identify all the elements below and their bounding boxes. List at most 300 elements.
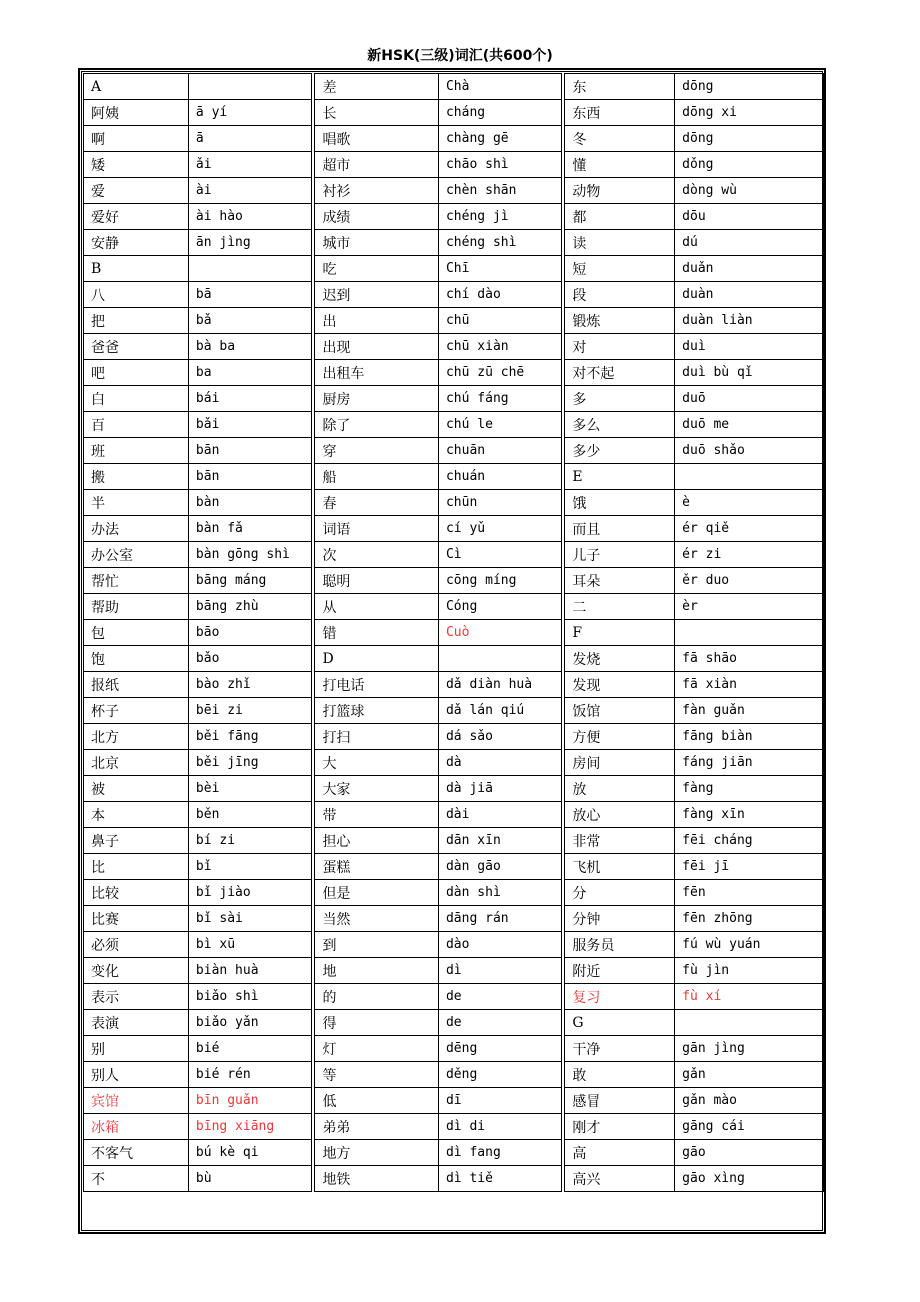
vocab-word: 鼻子 bbox=[84, 828, 189, 854]
vocab-word: 多少 bbox=[565, 438, 675, 464]
table-row bbox=[84, 854, 824, 880]
vocab-word: 等 bbox=[315, 1062, 439, 1088]
table-row bbox=[84, 1010, 824, 1036]
vocab-pinyin: duàn bbox=[675, 282, 824, 308]
table-row bbox=[84, 360, 824, 386]
vocab-pinyin: fáng jiān bbox=[675, 750, 824, 776]
vocab-word: 阿姨 bbox=[84, 100, 189, 126]
vocab-word: 到 bbox=[315, 932, 439, 958]
vocab-word: 比较 bbox=[84, 880, 189, 906]
vocab-word: 都 bbox=[565, 204, 675, 230]
vocab-pinyin: fàng bbox=[675, 776, 824, 802]
vocab-word: D bbox=[315, 646, 439, 672]
vocab-word: 穿 bbox=[315, 438, 439, 464]
vocab-pinyin: dì di bbox=[438, 1114, 561, 1140]
vocab-pinyin: dēng bbox=[438, 1036, 561, 1062]
vocab-pinyin: Chī bbox=[438, 256, 561, 282]
vocab-word: 帮忙 bbox=[84, 568, 189, 594]
vocab-pinyin: bǐ jiào bbox=[188, 880, 312, 906]
vocab-pinyin: bí zi bbox=[188, 828, 312, 854]
vocab-word: 放心 bbox=[565, 802, 675, 828]
page-title: 新HSK(三级)词汇(共600个) bbox=[367, 48, 553, 64]
vocab-pinyin: ài hào bbox=[188, 204, 312, 230]
vocab-word: 干净 bbox=[565, 1036, 675, 1062]
vocab-word: 百 bbox=[84, 412, 189, 438]
vocab-pinyin: dú bbox=[675, 230, 824, 256]
vocab-pinyin: fāng biàn bbox=[675, 724, 824, 750]
vocab-pinyin: fàng xīn bbox=[675, 802, 824, 828]
vocab-pinyin bbox=[675, 620, 824, 646]
vocab-pinyin: dài bbox=[438, 802, 561, 828]
vocab-word: 班 bbox=[84, 438, 189, 464]
vocab-word: 感冒 bbox=[565, 1088, 675, 1114]
vocab-word: 短 bbox=[565, 256, 675, 282]
vocab-word: 地 bbox=[315, 958, 439, 984]
table-row bbox=[84, 204, 824, 230]
vocab-word: 衬衫 bbox=[315, 178, 439, 204]
vocab-pinyin: dī bbox=[438, 1088, 561, 1114]
table-row bbox=[84, 984, 824, 1010]
vocab-word: 多么 bbox=[565, 412, 675, 438]
vocab-word: 附近 bbox=[565, 958, 675, 984]
vocab-pinyin: bīng xiāng bbox=[188, 1114, 312, 1140]
vocabulary-sheet bbox=[78, 68, 826, 1234]
vocab-pinyin: Cì bbox=[438, 542, 561, 568]
vocab-pinyin: bié bbox=[188, 1036, 312, 1062]
vocab-pinyin: de bbox=[438, 1010, 561, 1036]
vocab-pinyin: bái bbox=[188, 386, 312, 412]
vocab-word: 厨房 bbox=[315, 386, 439, 412]
vocab-pinyin bbox=[675, 464, 824, 490]
vocab-pinyin: bàn fǎ bbox=[188, 516, 312, 542]
vocab-word: A bbox=[84, 74, 189, 100]
vocab-pinyin: duì bù qǐ bbox=[675, 360, 824, 386]
vocab-pinyin: de bbox=[438, 984, 561, 1010]
vocab-word: 二 bbox=[565, 594, 675, 620]
table-row bbox=[84, 100, 824, 126]
vocab-word: 对 bbox=[565, 334, 675, 360]
vocab-pinyin: bǐ sài bbox=[188, 906, 312, 932]
vocab-pinyin: dàn gāo bbox=[438, 854, 561, 880]
vocab-pinyin: bāng máng bbox=[188, 568, 312, 594]
table-row bbox=[84, 74, 824, 100]
table-row bbox=[84, 282, 824, 308]
vocab-pinyin: chéng shì bbox=[438, 230, 561, 256]
table-row bbox=[84, 880, 824, 906]
vocab-pinyin: Cuò bbox=[438, 620, 561, 646]
vocab-pinyin: fēn bbox=[675, 880, 824, 906]
table-row bbox=[84, 152, 824, 178]
vocab-pinyin: bǎ bbox=[188, 308, 312, 334]
vocab-pinyin: dōng bbox=[675, 126, 824, 152]
vocab-word: 服务员 bbox=[565, 932, 675, 958]
vocab-pinyin: bīn guǎn bbox=[188, 1088, 312, 1114]
vocab-word: 东 bbox=[565, 74, 675, 100]
vocab-pinyin: dǒng bbox=[675, 152, 824, 178]
vocab-pinyin: fàn guǎn bbox=[675, 698, 824, 724]
vocab-word: 当然 bbox=[315, 906, 439, 932]
vocabulary-table bbox=[83, 73, 824, 1192]
vocab-pinyin: děng bbox=[438, 1062, 561, 1088]
table-row bbox=[84, 646, 824, 672]
vocab-word: 必须 bbox=[84, 932, 189, 958]
vocab-pinyin: Cóng bbox=[438, 594, 561, 620]
table-row bbox=[84, 672, 824, 698]
vocab-word: 复习 bbox=[565, 984, 675, 1010]
vocab-pinyin: gān jìng bbox=[675, 1036, 824, 1062]
vocab-pinyin: fā shāo bbox=[675, 646, 824, 672]
vocab-pinyin: bēi zi bbox=[188, 698, 312, 724]
vocab-word: 分钟 bbox=[565, 906, 675, 932]
vocab-word: 成绩 bbox=[315, 204, 439, 230]
table-row bbox=[84, 386, 824, 412]
table-row bbox=[84, 750, 824, 776]
vocab-word: 船 bbox=[315, 464, 439, 490]
vocab-pinyin: dōng xi bbox=[675, 100, 824, 126]
vocab-pinyin: ér zi bbox=[675, 542, 824, 568]
vocab-pinyin: chāo shì bbox=[438, 152, 561, 178]
table-row bbox=[84, 932, 824, 958]
vocab-word: 矮 bbox=[84, 152, 189, 178]
vocab-word: 弟弟 bbox=[315, 1114, 439, 1140]
table-row bbox=[84, 516, 824, 542]
vocab-pinyin: dàn shì bbox=[438, 880, 561, 906]
vocab-pinyin: gǎn bbox=[675, 1062, 824, 1088]
vocab-word: 办公室 bbox=[84, 542, 189, 568]
vocab-word: 敢 bbox=[565, 1062, 675, 1088]
table-row bbox=[84, 698, 824, 724]
vocab-word: 高 bbox=[565, 1140, 675, 1166]
table-row bbox=[84, 1062, 824, 1088]
vocab-word: 低 bbox=[315, 1088, 439, 1114]
vocab-pinyin: ā yí bbox=[188, 100, 312, 126]
vocab-word: 非常 bbox=[565, 828, 675, 854]
vocab-word: 除了 bbox=[315, 412, 439, 438]
vocab-word: 懂 bbox=[565, 152, 675, 178]
vocab-pinyin: chàng gē bbox=[438, 126, 561, 152]
vocab-word: 饱 bbox=[84, 646, 189, 672]
vocab-pinyin: ǎi bbox=[188, 152, 312, 178]
vocab-pinyin: duō shǎo bbox=[675, 438, 824, 464]
vocab-word: 次 bbox=[315, 542, 439, 568]
vocab-word: 的 bbox=[315, 984, 439, 1010]
vocab-pinyin: fēi jī bbox=[675, 854, 824, 880]
table-row bbox=[84, 438, 824, 464]
vocab-word: 办法 bbox=[84, 516, 189, 542]
vocab-word: 帮助 bbox=[84, 594, 189, 620]
vocab-word: G bbox=[565, 1010, 675, 1036]
vocab-pinyin: duō me bbox=[675, 412, 824, 438]
vocab-word: 分 bbox=[565, 880, 675, 906]
vocab-word: 北京 bbox=[84, 750, 189, 776]
vocab-word: 不客气 bbox=[84, 1140, 189, 1166]
vocab-pinyin: duō bbox=[675, 386, 824, 412]
vocab-pinyin: biàn huà bbox=[188, 958, 312, 984]
table-row bbox=[84, 1036, 824, 1062]
vocab-word: 灯 bbox=[315, 1036, 439, 1062]
vocab-word: 报纸 bbox=[84, 672, 189, 698]
vocab-word: 耳朵 bbox=[565, 568, 675, 594]
vocab-word: 北方 bbox=[84, 724, 189, 750]
vocab-pinyin: gǎn mào bbox=[675, 1088, 824, 1114]
table-row bbox=[84, 126, 824, 152]
vocab-pinyin: dà jiā bbox=[438, 776, 561, 802]
vocab-pinyin: ā bbox=[188, 126, 312, 152]
vocab-pinyin: běi jīng bbox=[188, 750, 312, 776]
vocab-word: 得 bbox=[315, 1010, 439, 1036]
vocab-pinyin: cí yǔ bbox=[438, 516, 561, 542]
vocab-pinyin bbox=[438, 646, 561, 672]
vocab-pinyin: chèn shān bbox=[438, 178, 561, 204]
vocab-word: 房间 bbox=[565, 750, 675, 776]
vocab-pinyin: chū bbox=[438, 308, 561, 334]
table-row bbox=[84, 334, 824, 360]
vocab-pinyin: bāo bbox=[188, 620, 312, 646]
table-row bbox=[84, 958, 824, 984]
vocab-pinyin bbox=[188, 74, 312, 100]
vocab-word: 表演 bbox=[84, 1010, 189, 1036]
vocab-pinyin: dān xīn bbox=[438, 828, 561, 854]
vocab-word: 但是 bbox=[315, 880, 439, 906]
vocab-pinyin: duǎn bbox=[675, 256, 824, 282]
vocab-pinyin: běn bbox=[188, 802, 312, 828]
vocab-word: 词语 bbox=[315, 516, 439, 542]
table-row bbox=[84, 802, 824, 828]
vocab-pinyin: duàn liàn bbox=[675, 308, 824, 334]
vocab-word: 八 bbox=[84, 282, 189, 308]
vocab-pinyin: bèi bbox=[188, 776, 312, 802]
vocab-word: 唱歌 bbox=[315, 126, 439, 152]
vocab-pinyin: ěr duo bbox=[675, 568, 824, 594]
vocab-word: 比赛 bbox=[84, 906, 189, 932]
vocab-word: 出 bbox=[315, 308, 439, 334]
vocab-word: 城市 bbox=[315, 230, 439, 256]
vocab-pinyin: gāo bbox=[675, 1140, 824, 1166]
vocab-pinyin: chūn bbox=[438, 490, 561, 516]
vocab-pinyin: chuán bbox=[438, 464, 561, 490]
vocab-word: 宾馆 bbox=[84, 1088, 189, 1114]
vocab-pinyin: duì bbox=[675, 334, 824, 360]
vocab-word: 放 bbox=[565, 776, 675, 802]
vocab-word: 爸爸 bbox=[84, 334, 189, 360]
vocab-word: 读 bbox=[565, 230, 675, 256]
vocab-word: 包 bbox=[84, 620, 189, 646]
vocab-word: 不 bbox=[84, 1166, 189, 1192]
vocab-pinyin: biǎo shì bbox=[188, 984, 312, 1010]
vocab-pinyin: bǎo bbox=[188, 646, 312, 672]
table-row bbox=[84, 776, 824, 802]
vocab-pinyin: bāng zhù bbox=[188, 594, 312, 620]
vocab-word: 段 bbox=[565, 282, 675, 308]
vocab-word: 比 bbox=[84, 854, 189, 880]
vocab-pinyin: gāng cái bbox=[675, 1114, 824, 1140]
vocab-word: 大 bbox=[315, 750, 439, 776]
vocab-pinyin: bà ba bbox=[188, 334, 312, 360]
vocab-pinyin: bān bbox=[188, 438, 312, 464]
vocab-pinyin: bào zhǐ bbox=[188, 672, 312, 698]
table-row bbox=[84, 542, 824, 568]
vocab-pinyin: fù jìn bbox=[675, 958, 824, 984]
vocab-word: 错 bbox=[315, 620, 439, 646]
vocab-pinyin: è bbox=[675, 490, 824, 516]
vocab-pinyin: cōng míng bbox=[438, 568, 561, 594]
vocab-word: E bbox=[565, 464, 675, 490]
vocab-word: 飞机 bbox=[565, 854, 675, 880]
vocab-word: 蛋糕 bbox=[315, 854, 439, 880]
vocab-pinyin: fēi cháng bbox=[675, 828, 824, 854]
vocab-word: 动物 bbox=[565, 178, 675, 204]
vocab-word: 发现 bbox=[565, 672, 675, 698]
vocab-word: B bbox=[84, 256, 189, 282]
vocab-word: 带 bbox=[315, 802, 439, 828]
vocab-pinyin: fēn zhōng bbox=[675, 906, 824, 932]
table-row bbox=[84, 724, 824, 750]
vocab-word: 白 bbox=[84, 386, 189, 412]
vocab-pinyin: bǎi bbox=[188, 412, 312, 438]
vocab-word: 本 bbox=[84, 802, 189, 828]
table-row bbox=[84, 594, 824, 620]
vocab-word: 吧 bbox=[84, 360, 189, 386]
table-row bbox=[84, 1140, 824, 1166]
vocab-word: 打电话 bbox=[315, 672, 439, 698]
vocab-word: F bbox=[565, 620, 675, 646]
vocab-pinyin bbox=[188, 256, 312, 282]
vocab-word: 差 bbox=[315, 74, 439, 100]
vocab-pinyin: bā bbox=[188, 282, 312, 308]
vocab-pinyin: bǐ bbox=[188, 854, 312, 880]
vocab-pinyin: bàn bbox=[188, 490, 312, 516]
vocab-pinyin: cháng bbox=[438, 100, 561, 126]
vocab-pinyin: dòng wù bbox=[675, 178, 824, 204]
vocab-pinyin: ān jìng bbox=[188, 230, 312, 256]
table-row bbox=[84, 490, 824, 516]
vocab-pinyin: chéng jì bbox=[438, 204, 561, 230]
table-row bbox=[84, 308, 824, 334]
vocab-pinyin: gāo xìng bbox=[675, 1166, 824, 1192]
vocab-pinyin: bú kè qi bbox=[188, 1140, 312, 1166]
vocab-word: 儿子 bbox=[565, 542, 675, 568]
vocab-pinyin: dì bbox=[438, 958, 561, 984]
vocab-pinyin: ér qiě bbox=[675, 516, 824, 542]
vocab-word: 变化 bbox=[84, 958, 189, 984]
table-row bbox=[84, 828, 824, 854]
vocab-pinyin: běi fāng bbox=[188, 724, 312, 750]
vocab-pinyin: bù bbox=[188, 1166, 312, 1192]
vocab-word: 表示 bbox=[84, 984, 189, 1010]
vocab-word: 出租车 bbox=[315, 360, 439, 386]
vocab-pinyin: ba bbox=[188, 360, 312, 386]
vocab-word: 别 bbox=[84, 1036, 189, 1062]
table-row bbox=[84, 464, 824, 490]
vocab-pinyin: chū zū chē bbox=[438, 360, 561, 386]
vocab-word: 从 bbox=[315, 594, 439, 620]
vocab-word: 超市 bbox=[315, 152, 439, 178]
table-row bbox=[84, 178, 824, 204]
vocab-pinyin: fā xiàn bbox=[675, 672, 824, 698]
vocab-word: 多 bbox=[565, 386, 675, 412]
vocab-word: 高兴 bbox=[565, 1166, 675, 1192]
vocab-pinyin: chú fáng bbox=[438, 386, 561, 412]
vocab-pinyin: fú wù yuán bbox=[675, 932, 824, 958]
vocab-word: 聪明 bbox=[315, 568, 439, 594]
vocab-pinyin: dǎ lán qiú bbox=[438, 698, 561, 724]
vocab-pinyin: dì fang bbox=[438, 1140, 561, 1166]
vocab-pinyin: chuān bbox=[438, 438, 561, 464]
vocab-pinyin: bān bbox=[188, 464, 312, 490]
vocab-pinyin: fù xí bbox=[675, 984, 824, 1010]
vocab-word: 长 bbox=[315, 100, 439, 126]
vocab-word: 冰箱 bbox=[84, 1114, 189, 1140]
table-row bbox=[84, 906, 824, 932]
vocab-word: 而且 bbox=[565, 516, 675, 542]
table-row bbox=[84, 230, 824, 256]
vocab-word: 冬 bbox=[565, 126, 675, 152]
vocab-pinyin: dá sǎo bbox=[438, 724, 561, 750]
vocab-pinyin: chú le bbox=[438, 412, 561, 438]
vocab-pinyin: Chà bbox=[438, 74, 561, 100]
vocab-word: 地方 bbox=[315, 1140, 439, 1166]
vocab-pinyin: chí dào bbox=[438, 282, 561, 308]
vocab-pinyin: dōu bbox=[675, 204, 824, 230]
vocab-pinyin: biǎo yǎn bbox=[188, 1010, 312, 1036]
vocab-word: 啊 bbox=[84, 126, 189, 152]
table-row bbox=[84, 620, 824, 646]
vocab-pinyin: dāng rán bbox=[438, 906, 561, 932]
vocab-word: 对不起 bbox=[565, 360, 675, 386]
vocab-pinyin: chū xiàn bbox=[438, 334, 561, 360]
vocab-word: 发烧 bbox=[565, 646, 675, 672]
vocab-pinyin: dì tiě bbox=[438, 1166, 561, 1192]
table-row bbox=[84, 568, 824, 594]
vocab-word: 爱 bbox=[84, 178, 189, 204]
vocab-word: 饭馆 bbox=[565, 698, 675, 724]
vocab-pinyin: bié rén bbox=[188, 1062, 312, 1088]
vocab-pinyin bbox=[675, 1010, 824, 1036]
vocab-word: 出现 bbox=[315, 334, 439, 360]
vocab-word: 搬 bbox=[84, 464, 189, 490]
table-row bbox=[84, 1114, 824, 1140]
vocab-word: 大家 bbox=[315, 776, 439, 802]
table-row bbox=[84, 1166, 824, 1192]
vocab-pinyin: dào bbox=[438, 932, 561, 958]
vocab-word: 杯子 bbox=[84, 698, 189, 724]
table-row bbox=[84, 412, 824, 438]
vocab-word: 把 bbox=[84, 308, 189, 334]
vocab-word: 打篮球 bbox=[315, 698, 439, 724]
vocab-pinyin: dǎ diàn huà bbox=[438, 672, 561, 698]
vocab-word: 锻炼 bbox=[565, 308, 675, 334]
vocab-word: 别人 bbox=[84, 1062, 189, 1088]
vocab-word: 爱好 bbox=[84, 204, 189, 230]
vocab-pinyin: èr bbox=[675, 594, 824, 620]
vocab-word: 春 bbox=[315, 490, 439, 516]
vocab-word: 东西 bbox=[565, 100, 675, 126]
vocab-pinyin: ài bbox=[188, 178, 312, 204]
vocab-word: 安静 bbox=[84, 230, 189, 256]
vocab-word: 吃 bbox=[315, 256, 439, 282]
vocab-pinyin: bàn gōng shì bbox=[188, 542, 312, 568]
vocab-word: 刚才 bbox=[565, 1114, 675, 1140]
vocab-pinyin: dà bbox=[438, 750, 561, 776]
vocab-word: 打扫 bbox=[315, 724, 439, 750]
vocab-pinyin: dōng bbox=[675, 74, 824, 100]
table-row bbox=[84, 256, 824, 282]
vocab-word: 饿 bbox=[565, 490, 675, 516]
vocab-word: 半 bbox=[84, 490, 189, 516]
vocab-word: 迟到 bbox=[315, 282, 439, 308]
vocab-word: 担心 bbox=[315, 828, 439, 854]
table-row bbox=[84, 1088, 824, 1114]
